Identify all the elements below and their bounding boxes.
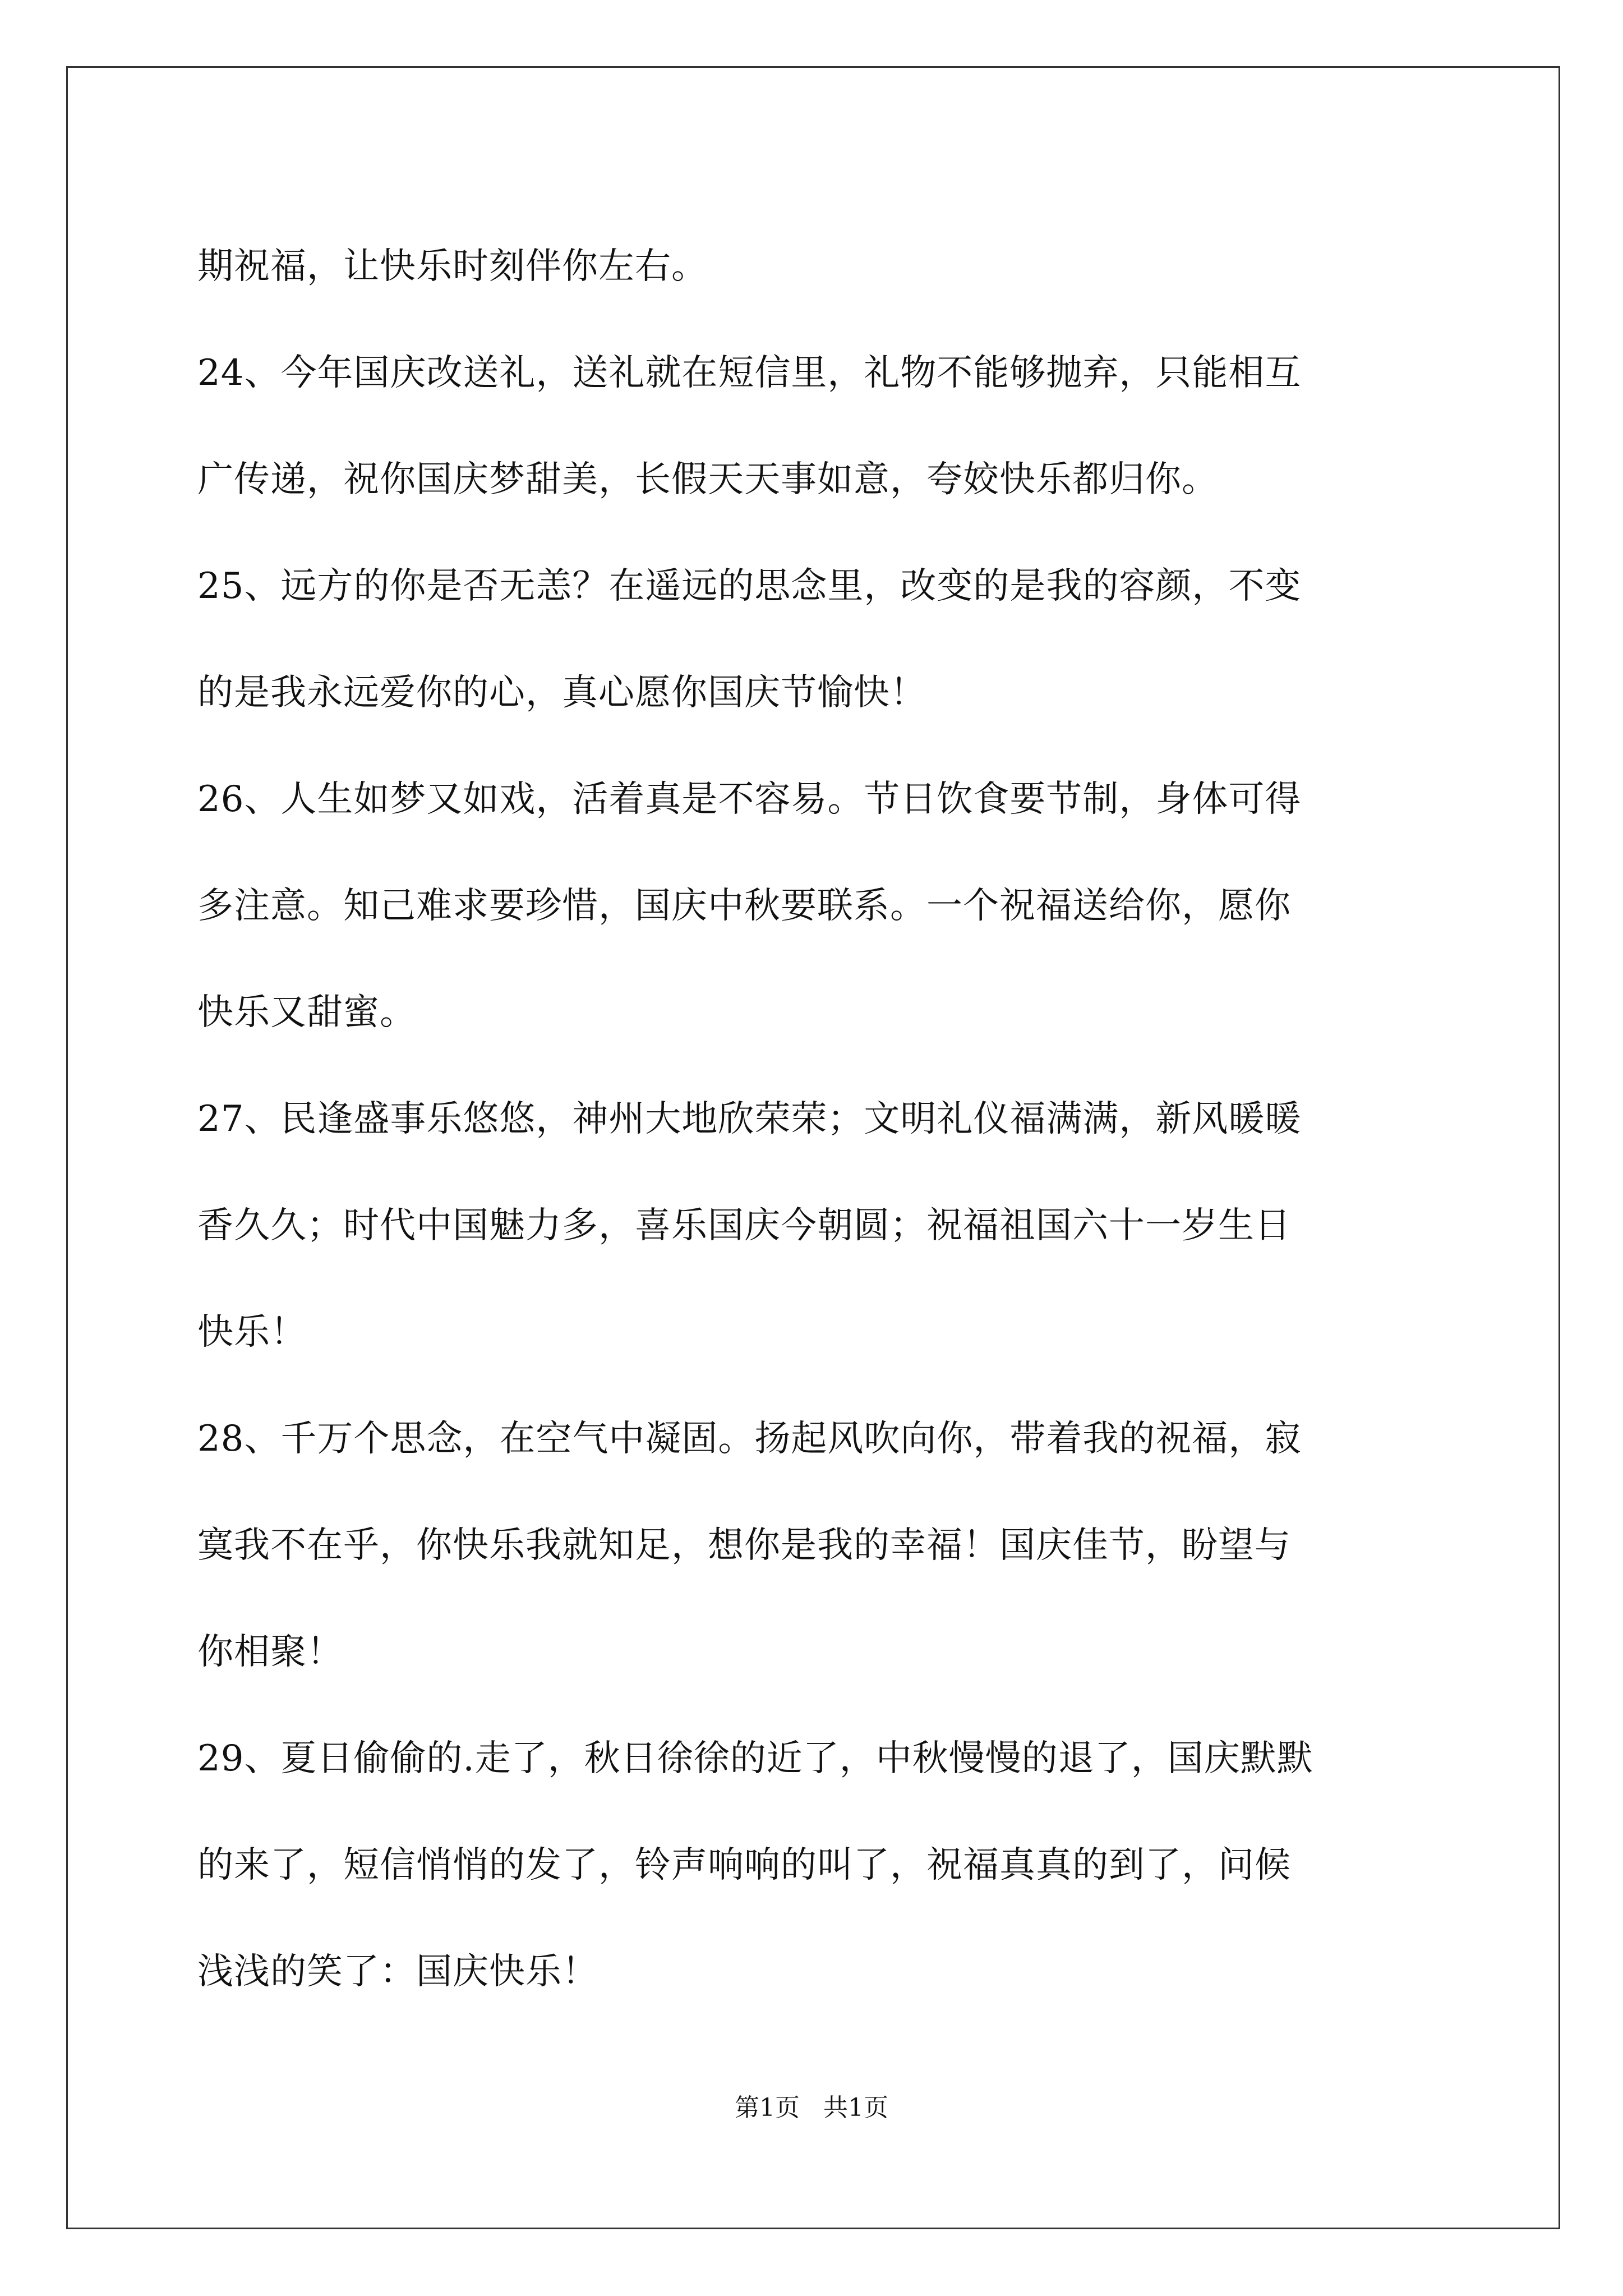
- page-total: 共1页: [823, 2093, 888, 2122]
- text-line: 快乐又甜蜜。: [197, 992, 416, 1033]
- document-body: [197, 213, 1431, 2025]
- text-line: 的来了，短信悄悄的发了，铃声响响的叫了，祝福真真的到了，问候: [197, 1844, 1291, 1886]
- text-line: 你相聚！: [197, 1631, 343, 1673]
- text-line: 的是我永远爱你的心，真心愿你国庆节愉快！: [197, 672, 926, 714]
- text-line: 广传递，祝你国庆梦甜美，长假天天事如意，夸姣快乐都归你。: [197, 459, 1218, 500]
- page-footer: [0, 2091, 1623, 2125]
- text-line: 浅浅的笑了：国庆快乐！: [197, 1951, 598, 1993]
- text-line: 寞我不在乎，你快乐我就知足，想你是我的幸福！国庆佳节，盼望与: [197, 1525, 1291, 1566]
- text-line: 多注意。知己难求要珍惜，国庆中秋要联系。一个祝福送给你，愿你: [197, 885, 1291, 927]
- text-line: 29、夏日偷偷的.走了，秋日徐徐的近了，中秋慢慢的退了，国庆默默: [197, 1738, 1313, 1779]
- text-line: 快乐！: [197, 1312, 307, 1353]
- text-line: 24、今年国庆改送礼，送礼就在短信里，礼物不能够抛弃，只能相互: [197, 352, 1302, 394]
- page-number: 第1页: [735, 2093, 800, 2122]
- text-line: 香久久；时代中国魅力多，喜乐国庆今朝圆；祝福祖国六十一岁生日: [197, 1205, 1291, 1246]
- text-line: 27、民逢盛事乐悠悠，神州大地欣荣荣；文明礼仪福满满，新风暖暖: [197, 1098, 1302, 1140]
- text-line: 26、人生如梦又如戏，活着真是不容易。节日饮食要节制，身体可得: [197, 779, 1302, 820]
- text-line: 25、远方的你是否无恙？在遥远的思念里，改变的是我的容颜，不变: [197, 565, 1302, 607]
- text-line: 28、千万个思念，在空气中凝固。扬起风吹向你，带着我的祝福，寂: [197, 1418, 1302, 1460]
- text-line: 期祝福，让快乐时刻伴你左右。: [197, 246, 708, 287]
